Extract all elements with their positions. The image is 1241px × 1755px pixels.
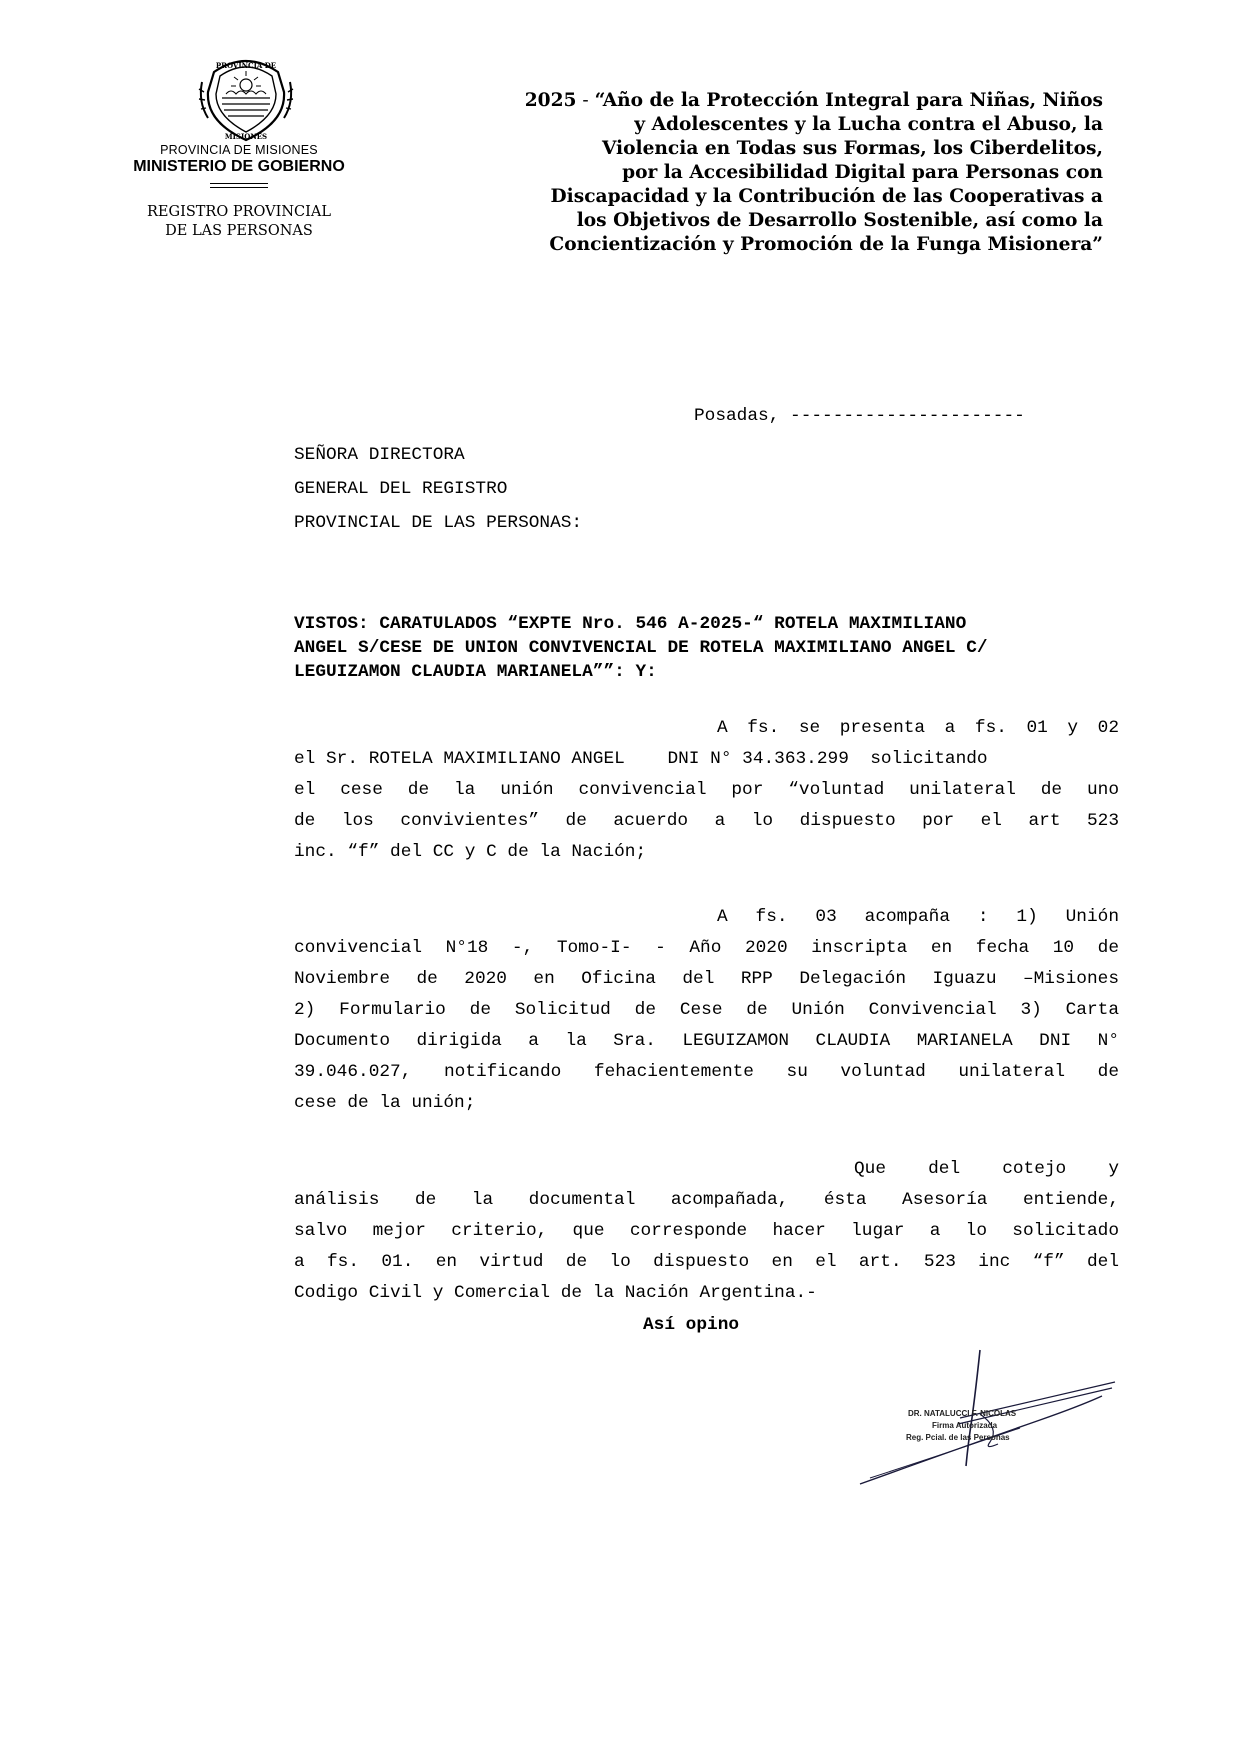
paragraph3-line: Que del cotejo y	[854, 1159, 1119, 1179]
paragraph3-line: Codigo Civil y Comercial de la Nación Argentina.-	[294, 1283, 817, 1303]
paragraph1-line: el cese de la unión convivencial por “voluntad unilateral de uno	[294, 780, 1119, 800]
paragraph2-line: 2) Formulario de Solicitud de Cese de Unión Convivencial 3) Carta	[294, 1000, 1119, 1020]
paragraph2-line: Documento dirigida a la Sra. LEGUIZAMON CLAUDIA MARIANELA DNI N°	[294, 1031, 1119, 1051]
year-motto-line: y Adolescentes y la Lucha contra el Abuso, la	[634, 114, 1103, 135]
svg-text:PROVINCIA DE: PROVINCIA DE	[215, 61, 277, 70]
registry-name-line2: DE LAS PERSONAS	[165, 223, 313, 239]
year-motto-line: Concientización y Promoción de la Funga Misionera”	[549, 234, 1103, 255]
motto-year: 2025	[524, 90, 577, 111]
paragraph1-line: inc. “f” del CC y C de la Nación;	[294, 842, 647, 862]
paragraph2-line: A fs. 03 acompaña : 1) Unión	[717, 907, 1119, 927]
paragraph2-line: 39.046.027, notificando fehacientemente su voluntad unilateral de	[294, 1062, 1119, 1082]
svg-text:DR. NATALUCCI F. NICOLAS: DR. NATALUCCI F. NICOLAS	[908, 1409, 1017, 1418]
ministry-divider	[210, 187, 268, 188]
paragraph2-line: cese de la unión;	[294, 1093, 476, 1113]
year-motto-line: Discapacidad y la Contribución de las Cooperativas a	[550, 186, 1103, 207]
paragraph3-line: análisis de la documental acompañada, ésta Asesoría entiende,	[294, 1190, 1119, 1210]
year-motto-line	[525, 89, 1103, 113]
year-motto-line: los Objetivos de Desarrollo Sostenible, así como la	[576, 210, 1103, 231]
paragraph1-line: de los convivientes” de acuerdo a lo dispuesto por el art 523	[294, 811, 1119, 831]
addressee-line: SEÑORA DIRECTORA	[294, 445, 465, 465]
addressee-line: GENERAL DEL REGISTRO	[294, 479, 508, 499]
province-seal-icon	[196, 52, 296, 144]
paragraph1-line: A fs. se presenta a fs. 01 y 02	[717, 718, 1119, 738]
motto-separator: -	[576, 90, 595, 111]
ministry-name: MINISTERIO DE GOBIERNO	[133, 158, 345, 175]
ministry-divider	[210, 183, 268, 184]
signature-stamp	[840, 1348, 1125, 1498]
place-date: Posadas, ----------------------	[694, 406, 1025, 426]
paragraph2-line: convivencial N°18 -, Tomo-I- - Año 2020 inscripta en fecha 10 de	[294, 938, 1119, 958]
motto-text: “Año de la Protección Integral para Niñas, Niños	[594, 90, 1103, 111]
paragraph3-line: salvo mejor criterio, que corresponde hacer lugar a lo solicitado	[294, 1221, 1119, 1241]
vistos-line: LEGUIZAMON CLAUDIA MARIANELA””: Y:	[294, 662, 657, 682]
year-motto-line: Violencia en Todas sus Formas, los Ciberdelitos,	[601, 138, 1103, 159]
paragraph2-line: Noviembre de 2020 en Oficina del RPP Delegación Iguazu –Misiones	[294, 969, 1119, 989]
vistos-line: VISTOS: CARATULADOS “EXPTE Nro. 546 A-2025-“ ROTELA MAXIMILIANO	[294, 614, 967, 634]
addressee-line: PROVINCIAL DE LAS PERSONAS:	[294, 513, 583, 533]
closing-opinion: Así opino	[643, 1315, 740, 1335]
svg-text:Firma Autorizada: Firma Autorizada	[932, 1421, 998, 1430]
paragraph3-line: a fs. 01. en virtud de lo dispuesto en el art. 523 inc “f” del	[294, 1252, 1119, 1272]
svg-text:Reg. Pcial. de las Personas: Reg. Pcial. de las Personas	[906, 1433, 1010, 1442]
province-name: PROVINCIA DE MISIONES	[160, 143, 318, 157]
year-motto-line: por la Accesibilidad Digital para Personas con	[622, 162, 1103, 183]
paragraph1-line: el Sr. ROTELA MAXIMILIANO ANGEL DNI N° 34.363.299 solicitando	[294, 749, 988, 769]
vistos-line: ANGEL S/CESE DE UNION CONVIVENCIAL DE ROTELA MAXIMILIANO ANGEL C/	[294, 638, 988, 658]
svg-text:MISIONES: MISIONES	[224, 132, 268, 141]
registry-name-line1: REGISTRO PROVINCIAL	[147, 204, 331, 220]
